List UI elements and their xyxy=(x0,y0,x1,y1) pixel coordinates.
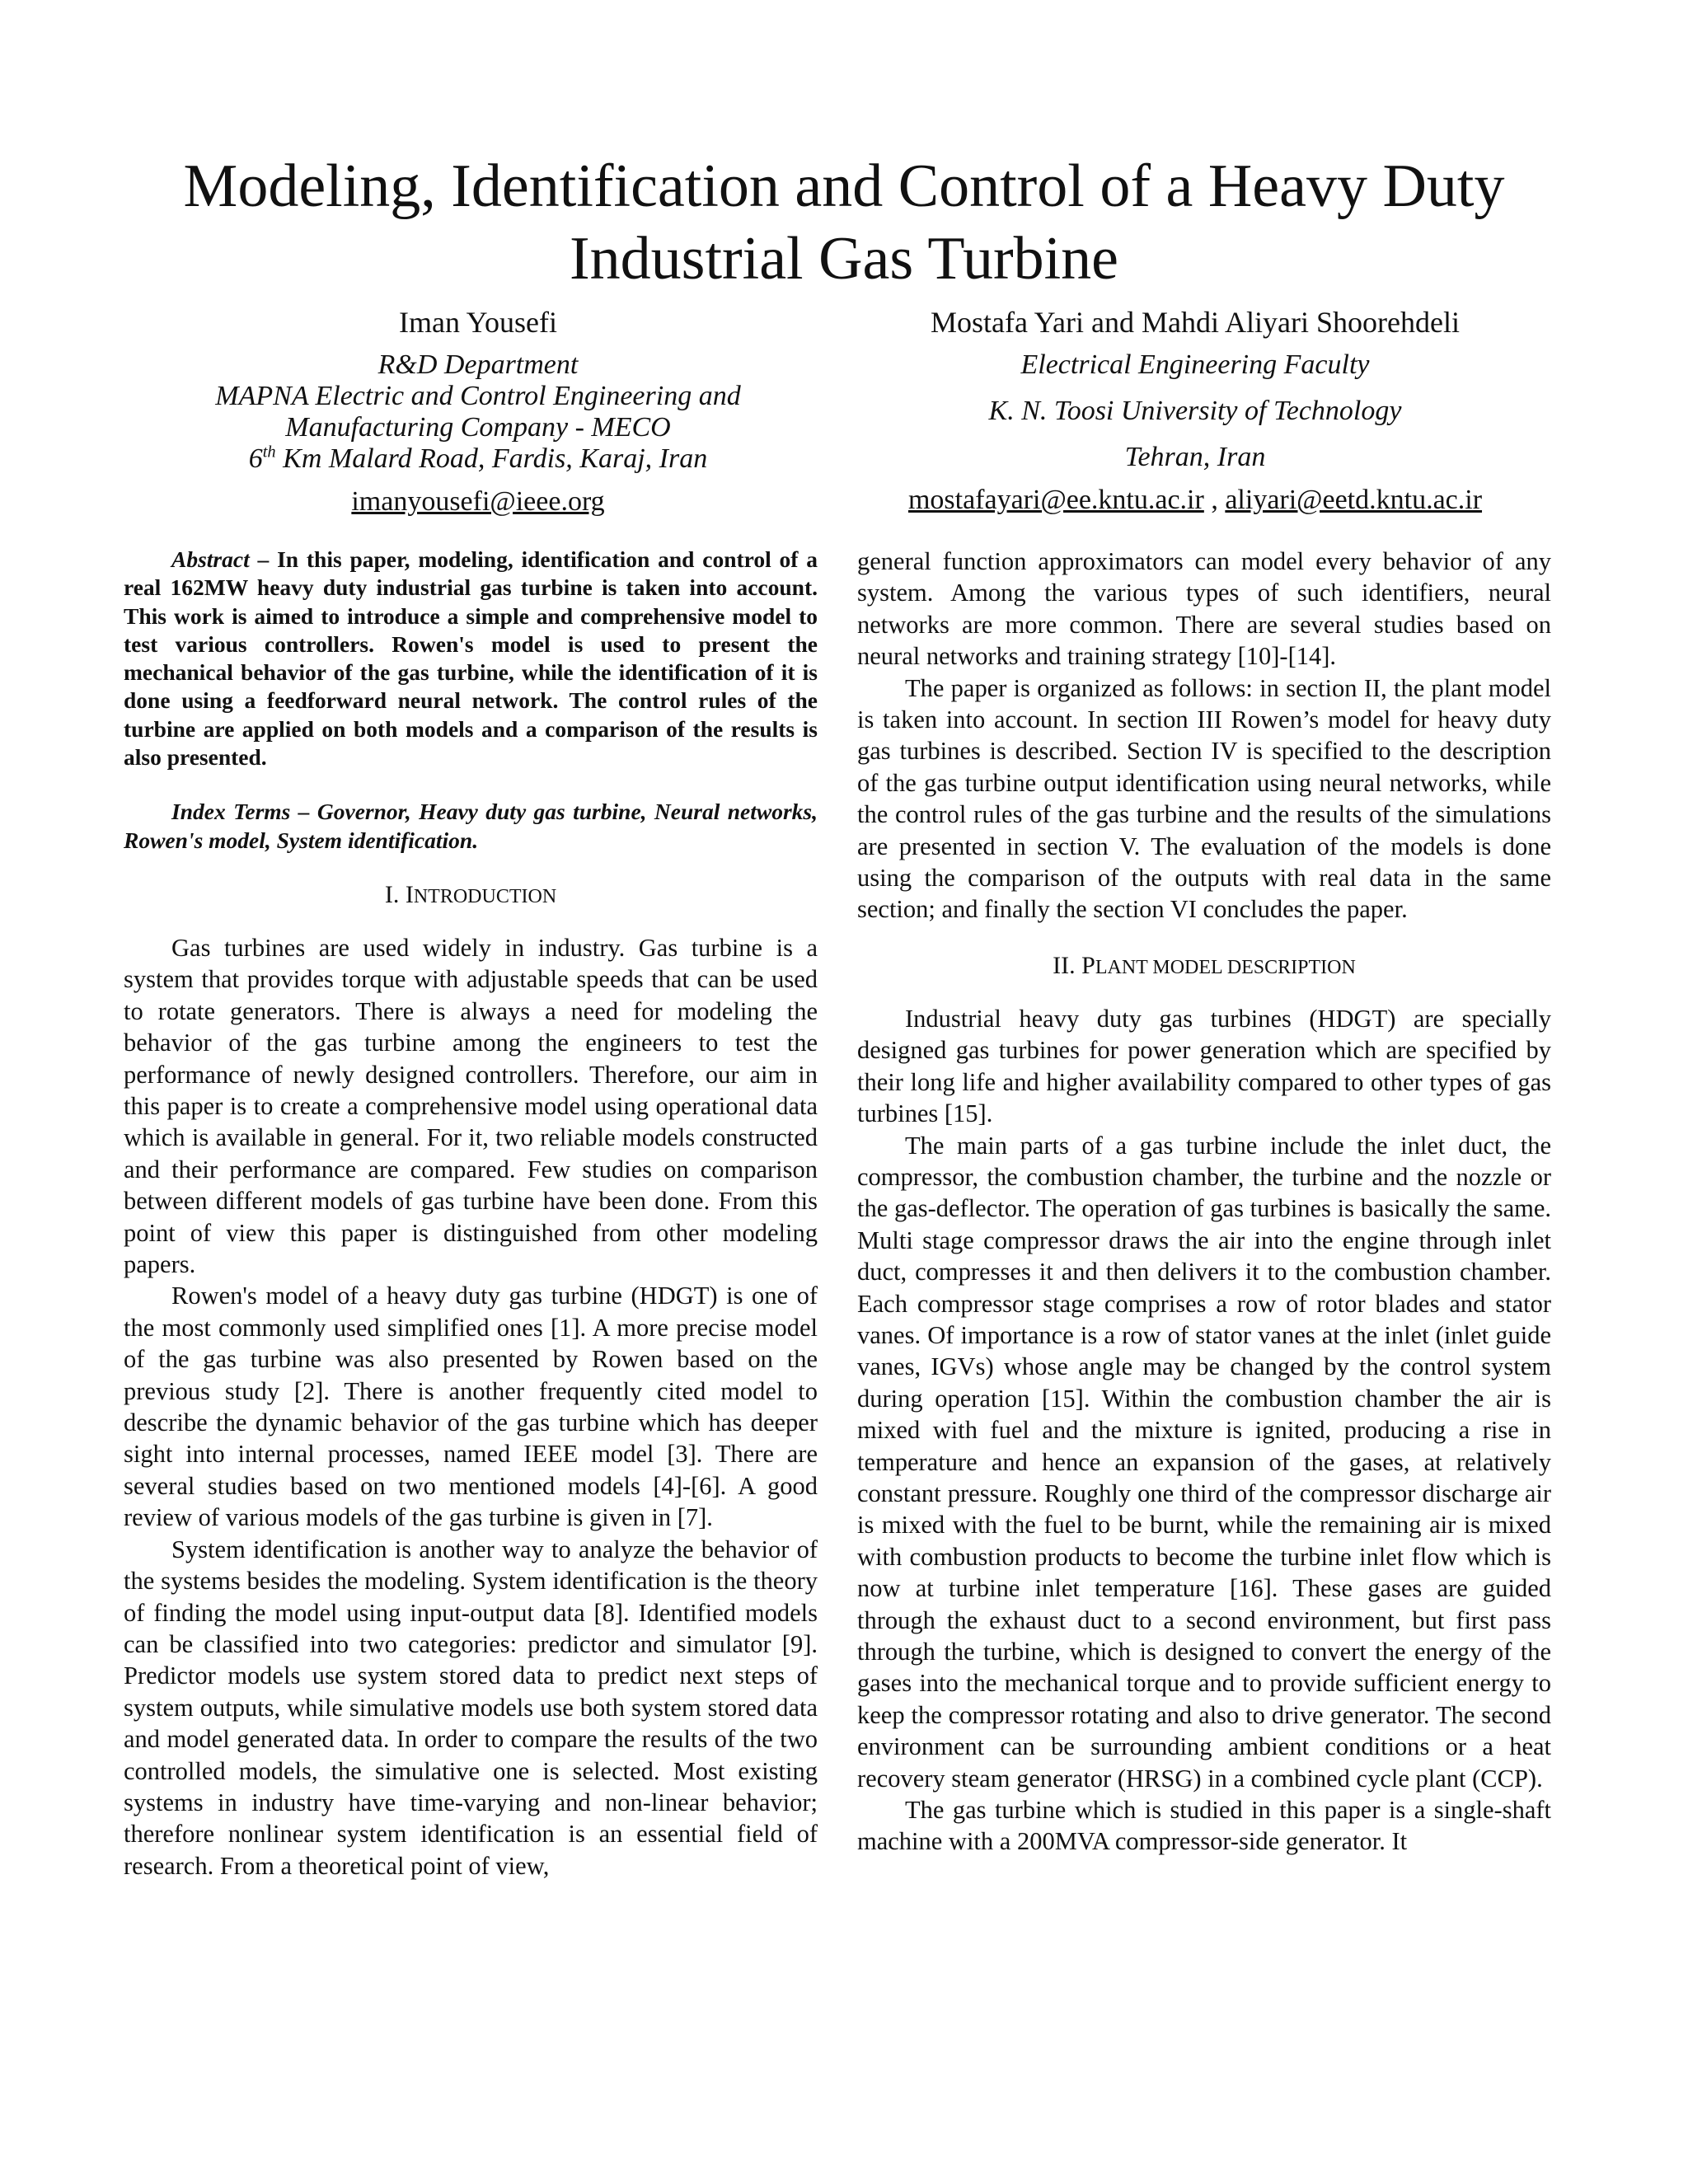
author-city: Tehran, Iran xyxy=(1124,442,1266,472)
paragraph: Industrial heavy duty gas turbines (HDGT) are specially designed gas turbines for power generation which are specified by their long life and higher availability compared to other types of gas turbines [15]. xyxy=(857,1004,1551,1128)
left-column xyxy=(124,546,818,1882)
index-terms-text: Governor, Heavy duty gas turbine, Neural networks, Rowen's model, System identification. xyxy=(124,799,818,853)
abstract xyxy=(124,546,818,771)
author-email[interactable]: imanyousefi@ieee.org xyxy=(351,486,605,517)
author-address xyxy=(206,443,750,475)
paragraph: System identification is another way to analyze the behavior of the systems besides the modeling. System identification is the theory of finding the model using input-output data [8]. Identified models can be classified into two categories: predictor and simulator [9]. Predictor models use system stored data to predict next steps of system outputs, while simulative models use both system stored data and model generated data. In order to compare the results of the two controlled models, the simulative one is selected. Most existing systems in industry have time-varying and non-linear behavior; therefore nonlinear system identification is an essential field of research. From a theoretical point of view, xyxy=(124,1535,818,1880)
author-name: Iman Yousefi xyxy=(398,306,557,339)
author-org-line1: MAPNA Electric and Control Engineering and xyxy=(215,381,741,411)
address-rest: Km Malard Road, Fardis, Karaj, Iran xyxy=(275,443,708,474)
paragraph: The paper is organized as follows: in section II, the plant model is taken into account. In section III Rowen’s model for heavy duty gas turbines is described. Section IV is specified to the description of the gas turbine output identification using neural networks, while the control rules of the gas turbine and the results of the simulations are presented in section V. The evaluation of the models is done using the comparison of the outputs with real data in the same section; and finally the section VI concludes the paper. xyxy=(857,673,1551,924)
author-email-1[interactable]: mostafayari@ee.kntu.ac.ir xyxy=(907,485,1204,515)
paragraph: general function approximators can model every behavior of any system. Among the various types of such identifiers, neural networks are more common. There are several studies based on neural networks and training strategy [10]-[14]. xyxy=(857,547,1551,671)
paragraph: Rowen's model of a heavy duty gas turbine (HDGT) is one of the most commonly used simplified ones [1]. A more precise model of the gas turbine was also presented by Rowen based on the previous study [2]. There is another frequently cited model to describe the dynamic behavior of the gas turbine which has deeper sight into internal processes, named IEEE model [3]. There are several studies based on two mentioned models [4]-[6]. A good review of various models of the gas turbine is given in [7]. xyxy=(124,1282,818,1532)
author-block-1 xyxy=(206,307,750,518)
section-number: II. xyxy=(1053,951,1082,979)
address-superscript: th xyxy=(262,443,276,462)
right-column xyxy=(857,546,1551,1858)
section-first-letter: P xyxy=(1081,951,1095,979)
author-org-line2: Manufacturing Company - MECO xyxy=(285,412,671,443)
paragraph: Gas turbines are used widely in industry. Gas turbine is a system that provides torque with adjustable speeds that can be used to rotate generators. There is always a need for modeling the behavior of the gas turbine among the engineers to test the performance of newly designed controllers. Therefore, our aim in this paper is to create a comprehensive model using operational data which is available in general. For it, two reliable models constructed and their performance are compared. Few studies on comparison between different models of gas turbine have been done. From this point of view this paper is distinguished from other modeling papers. xyxy=(124,933,818,1279)
section-number: I. xyxy=(384,880,406,908)
section-heading-introduction xyxy=(124,879,818,912)
paragraph: The main parts of a gas turbine include the inlet duct, the compressor, the combustion chamber, the turbine and the nozzle or the gas-deflector. The operation of gas turbines is basically the same. Multi stage compressor draws the air into the engine through inlet duct, compresses it and then delivers it to the combustion chamber. Each compressor stage comprises a row of rotor blades and stator vanes. Of importance is a row of stator vanes at the inlet (inlet guide vanes, IGVs) whose angle may be changed by the control system during operation [15]. Within the combustion chamber the air is mixed with fuel and the mixture is ignited, producing a rise in temperature and hence an expansion of the gases, at relatively constant pressure. Roughly one third of the compressor discharge air is mixed with the fuel to be burnt, while the remaining air is mixed with combustion products to become the turbine inlet flow which is now at turbine inlet temperature [16]. These gases are guided through the exhaust duct to a second environment, but first pass through the turbine, which is designed to convert the energy of the gases into the mechanical torque and to provide sufficient energy to keep the compressor rotating and also to drive generator. The second environment can be surrounding ambient conditions or a heat recovery steam generator (HRSG) in a combined cycle plant (CCP). xyxy=(857,1131,1551,1793)
abstract-dash: – xyxy=(249,546,278,572)
author-block-2 xyxy=(898,307,1492,516)
section-title-rest: LANT MODEL DESCRIPTION xyxy=(1095,956,1356,978)
paragraph: The gas turbine which is studied in this paper is a single-shaft machine with a 200MVA compressor-side generator. It xyxy=(857,1796,1551,1856)
index-terms-label: Index Terms xyxy=(171,799,291,825)
author-email-2[interactable]: aliyari@eetd.kntu.ac.ir xyxy=(1225,485,1483,515)
abstract-label: Abstract xyxy=(171,546,250,572)
author-department: Electrical Engineering Faculty xyxy=(1020,349,1370,380)
paper-title: Modeling, Identification and Control of a Heavy Duty Industrial Gas Turbine xyxy=(183,152,1505,293)
author-name: Mostafa Yari and Mahdi Aliyari Shoorehdeli xyxy=(931,306,1460,339)
index-terms xyxy=(124,798,818,855)
index-terms-dash: – xyxy=(290,799,317,825)
author-department: R&D Department xyxy=(377,349,579,380)
author-org: K. N. Toosi University of Technology xyxy=(988,396,1402,426)
section-heading-plant-model xyxy=(857,950,1551,983)
address-number: 6 xyxy=(248,443,263,474)
section-title-rest: NTRODUCTION xyxy=(413,885,557,907)
author-emails xyxy=(898,485,1492,516)
abstract-text: In this paper, modeling, identification and control of a real 162MW heavy duty industrial gas turbine is taken into account. This work is aimed to introduce a simple and comprehensive model to test various controllers. Rowen's model is used to present the mechanical behavior of the gas turbine, while the identification of it is done using a feedforward neural network. The control rules of the turbine are applied on both models and a comparison of the results is also presented. xyxy=(124,546,818,771)
section-first-letter: I xyxy=(405,880,414,908)
email-separator: , xyxy=(1203,485,1226,515)
